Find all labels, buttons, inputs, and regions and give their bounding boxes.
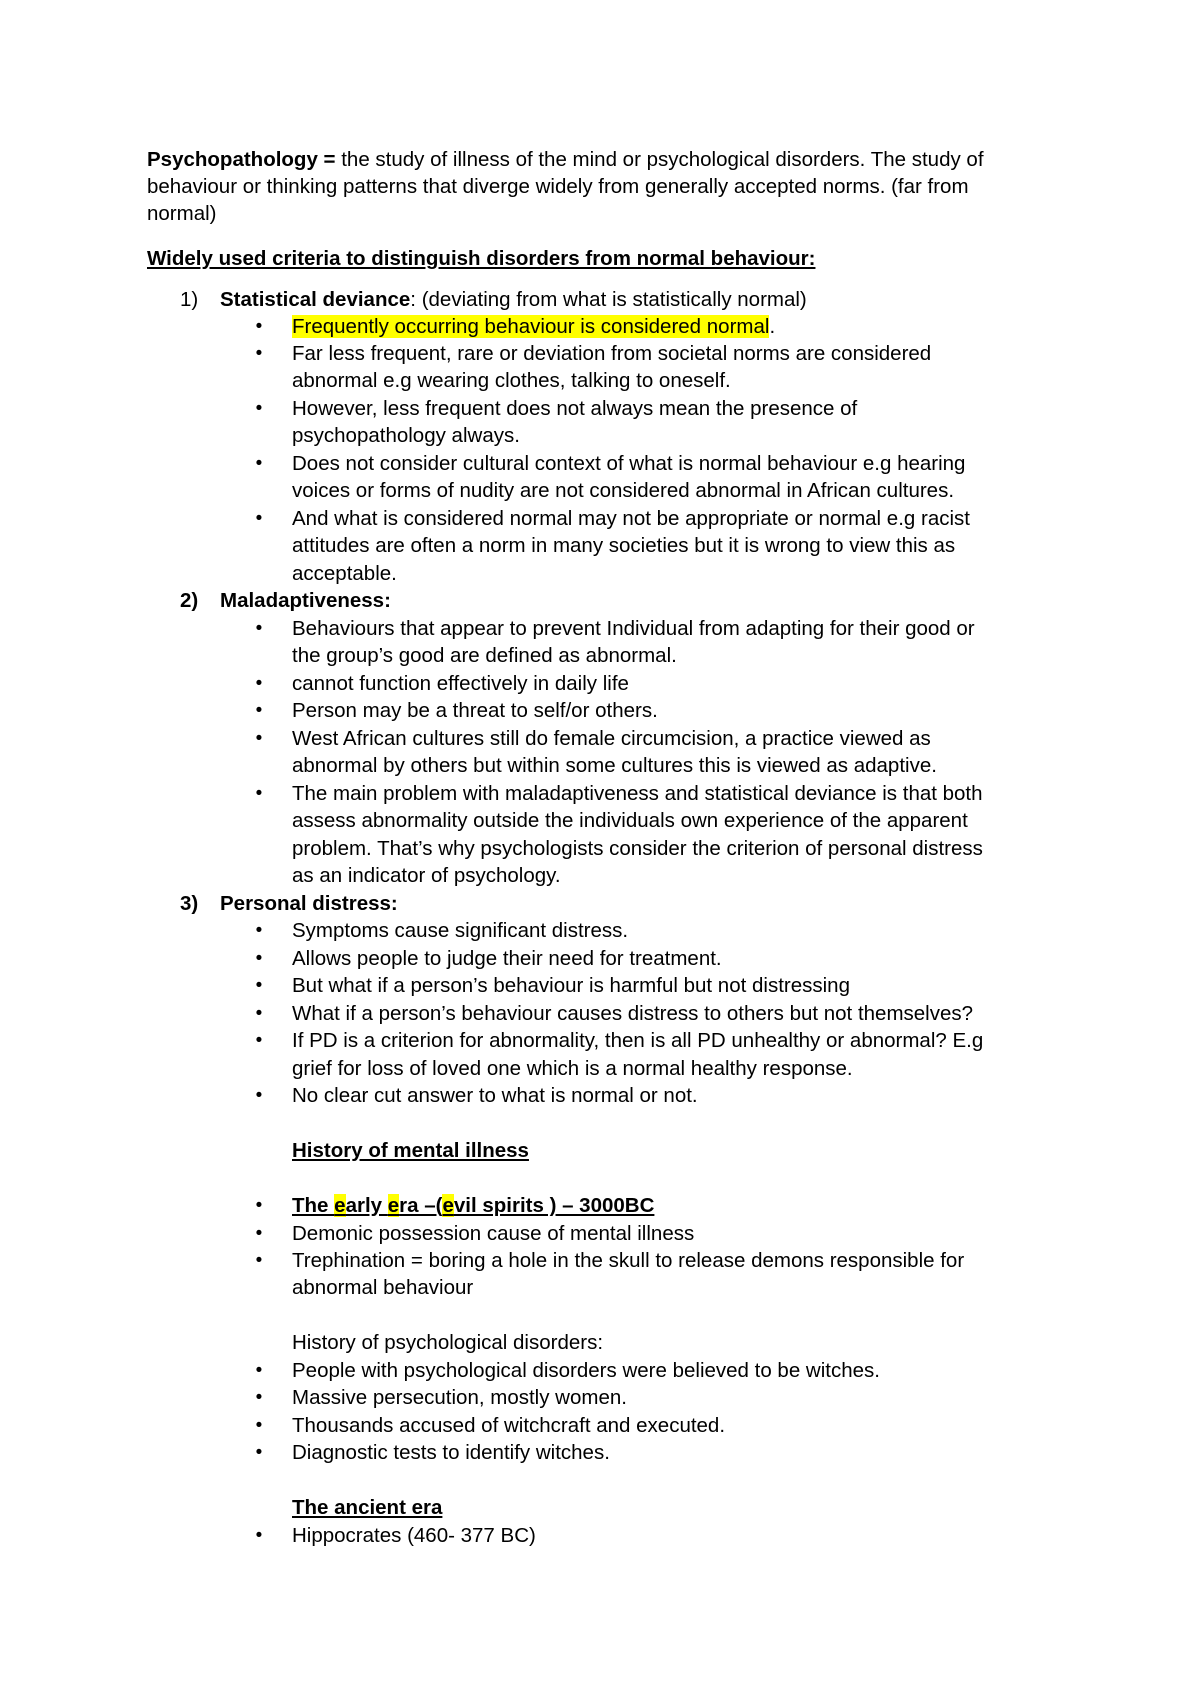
bullet-icon: • (255, 1387, 263, 1408)
s3-bullet-1: Symptoms cause significant distress. (292, 919, 629, 942)
s2-bullet-2: cannot function effectively in daily life (292, 672, 629, 695)
psych-disorders-heading: History of psychological disorders: (292, 1331, 604, 1354)
history-heading: History of mental illness (292, 1139, 529, 1162)
s1-bullet-1 (292, 313, 775, 341)
bullet-icon: • (255, 398, 263, 419)
bullet-icon: • (255, 975, 263, 996)
ancient-era-heading: The ancient era (292, 1496, 443, 1519)
section1-title: Statistical deviance (220, 288, 411, 311)
s2-bullet-3: Person may be a threat to self/or others. (292, 699, 658, 722)
early-era-highlight-2: e (387, 1194, 400, 1217)
intro-line-3: normal) (147, 202, 217, 225)
s1-bullet-5-line-3: acceptable. (292, 562, 397, 585)
s2-bullet-1-line-2: the group’s good are defined as abnormal. (292, 644, 677, 667)
early-era-text-3: ra –( (399, 1194, 443, 1217)
bullet-icon: • (255, 1442, 263, 1463)
s2-bullet-1-line-1: Behaviours that appear to prevent Individual from adapting for their good or (292, 617, 975, 640)
early-era-text-1: The (292, 1194, 335, 1217)
section3-number: 3) (180, 892, 199, 915)
bullet-icon: • (255, 920, 263, 941)
section1-heading (220, 286, 807, 314)
early-era-text-2: arly (345, 1194, 388, 1217)
bullet-icon: • (255, 948, 263, 969)
s1-bullet-4-line-1: Does not consider cultural context of what is normal behaviour e.g hearing (292, 452, 966, 475)
bullet-icon: • (255, 1085, 263, 1106)
psych-bullet-4: Diagnostic tests to identify witches. (292, 1441, 610, 1464)
bullet-icon: • (255, 1360, 263, 1381)
intro-definition: the study of illness of the mind or psychological disorders. The study of (335, 148, 984, 171)
section2-number: 2) (180, 589, 199, 612)
bullet-icon: • (255, 1415, 263, 1436)
bullet-icon: • (255, 783, 263, 804)
s3-bullet-5-line-1: If PD is a criterion for abnormality, then is all PD unhealthy or abnormal? E.g (292, 1029, 984, 1052)
bullet-icon: • (255, 1223, 263, 1244)
s2-bullet-5-line-1: The main problem with maladaptiveness and statistical deviance is that both (292, 782, 983, 805)
s1-b1-highlight: Frequently occurring behaviour is considered normal (292, 315, 770, 338)
bullet-icon: • (255, 1525, 263, 1546)
s1-bullet-2-line-1: Far less frequent, rare or deviation from societal norms are considered (292, 342, 932, 365)
bullet-icon: • (255, 1003, 263, 1024)
psych-bullet-1: People with psychological disorders were believed to be witches. (292, 1359, 880, 1382)
section1-number: 1) (180, 288, 199, 311)
s1-bullet-5-line-2: attitudes are often a norm in many societies but it is wrong to view this as (292, 534, 956, 557)
s1-bullet-4-line-2: voices or forms of nudity are not considered abnormal in African cultures. (292, 479, 955, 502)
s1-bullet-3-line-1: However, less frequent does not always mean the presence of (292, 397, 858, 420)
s3-bullet-2: Allows people to judge their need for treatment. (292, 947, 722, 970)
intro-term: Psychopathology = (147, 148, 336, 171)
bullet-icon: • (255, 728, 263, 749)
s2-bullet-5-line-3: problem. That’s why psychologists consider the criterion of personal distress (292, 837, 983, 860)
intro-line-2: behaviour or thinking patterns that diverge widely from generally accepted norms. (far from (147, 175, 969, 198)
s3-bullet-3: But what if a person’s behaviour is harmful but not distressing (292, 974, 850, 997)
s1-bullet-5-line-1: And what is considered normal may not be appropriate or normal e.g racist (292, 507, 970, 530)
s3-bullet-6: No clear cut answer to what is normal or not. (292, 1084, 698, 1107)
bullet-icon: • (255, 673, 263, 694)
s2-bullet-4-line-1: West African cultures still do female circumcision, a practice viewed as (292, 727, 931, 750)
ancient-bullet-1: Hippocrates (460- 377 BC) (292, 1524, 536, 1547)
s1-b1-tail: . (769, 315, 776, 338)
s1-bullet-3-line-2: psychopathology always. (292, 424, 520, 447)
bullet-icon: • (255, 1195, 263, 1216)
history-bullet-2-line-2: abnormal behaviour (292, 1276, 474, 1299)
bullet-icon: • (255, 316, 263, 337)
early-era-highlight-3: e (442, 1194, 454, 1217)
bullet-icon: • (255, 1250, 263, 1271)
bullet-icon: • (255, 343, 263, 364)
s2-bullet-4-line-2: abnormal by others but within some cultures this is viewed as adaptive. (292, 754, 937, 777)
history-bullet-2-line-1: Trephination = boring a hole in the skull to release demons responsible for (292, 1249, 965, 1272)
early-era-highlight-1: e (334, 1194, 346, 1217)
bullet-icon: • (255, 1030, 263, 1051)
criteria-heading: Widely used criteria to distinguish disorders from normal behaviour: (147, 247, 816, 270)
s2-bullet-5-line-2: assess abnormality outside the individuals own experience of the apparent (292, 809, 968, 832)
bullet-icon: • (255, 618, 263, 639)
section3-title: Personal distress: (220, 892, 398, 915)
bullet-icon: • (255, 508, 263, 529)
section1-subtitle: : (deviating from what is statistically normal) (410, 288, 807, 311)
s3-bullet-5-line-2: grief for loss of loved one which is a normal healthy response. (292, 1057, 853, 1080)
s1-bullet-2-line-2: abnormal e.g wearing clothes, talking to oneself. (292, 369, 731, 392)
history-bullet-1: Demonic possession cause of mental illness (292, 1222, 695, 1245)
intro-line-1 (147, 146, 984, 174)
s2-bullet-5-line-4: as an indicator of psychology. (292, 864, 561, 887)
psych-bullet-3: Thousands accused of witchcraft and executed. (292, 1414, 726, 1437)
early-era-heading (292, 1192, 654, 1220)
bullet-icon: • (255, 453, 263, 474)
early-era-text-4: vil spirits ) – 3000BC (453, 1194, 655, 1217)
s3-bullet-4: What if a person’s behaviour causes distress to others but not themselves? (292, 1002, 974, 1025)
section2-title: Maladaptiveness: (220, 589, 391, 612)
psych-bullet-2: Massive persecution, mostly women. (292, 1386, 627, 1409)
bullet-icon: • (255, 700, 263, 721)
